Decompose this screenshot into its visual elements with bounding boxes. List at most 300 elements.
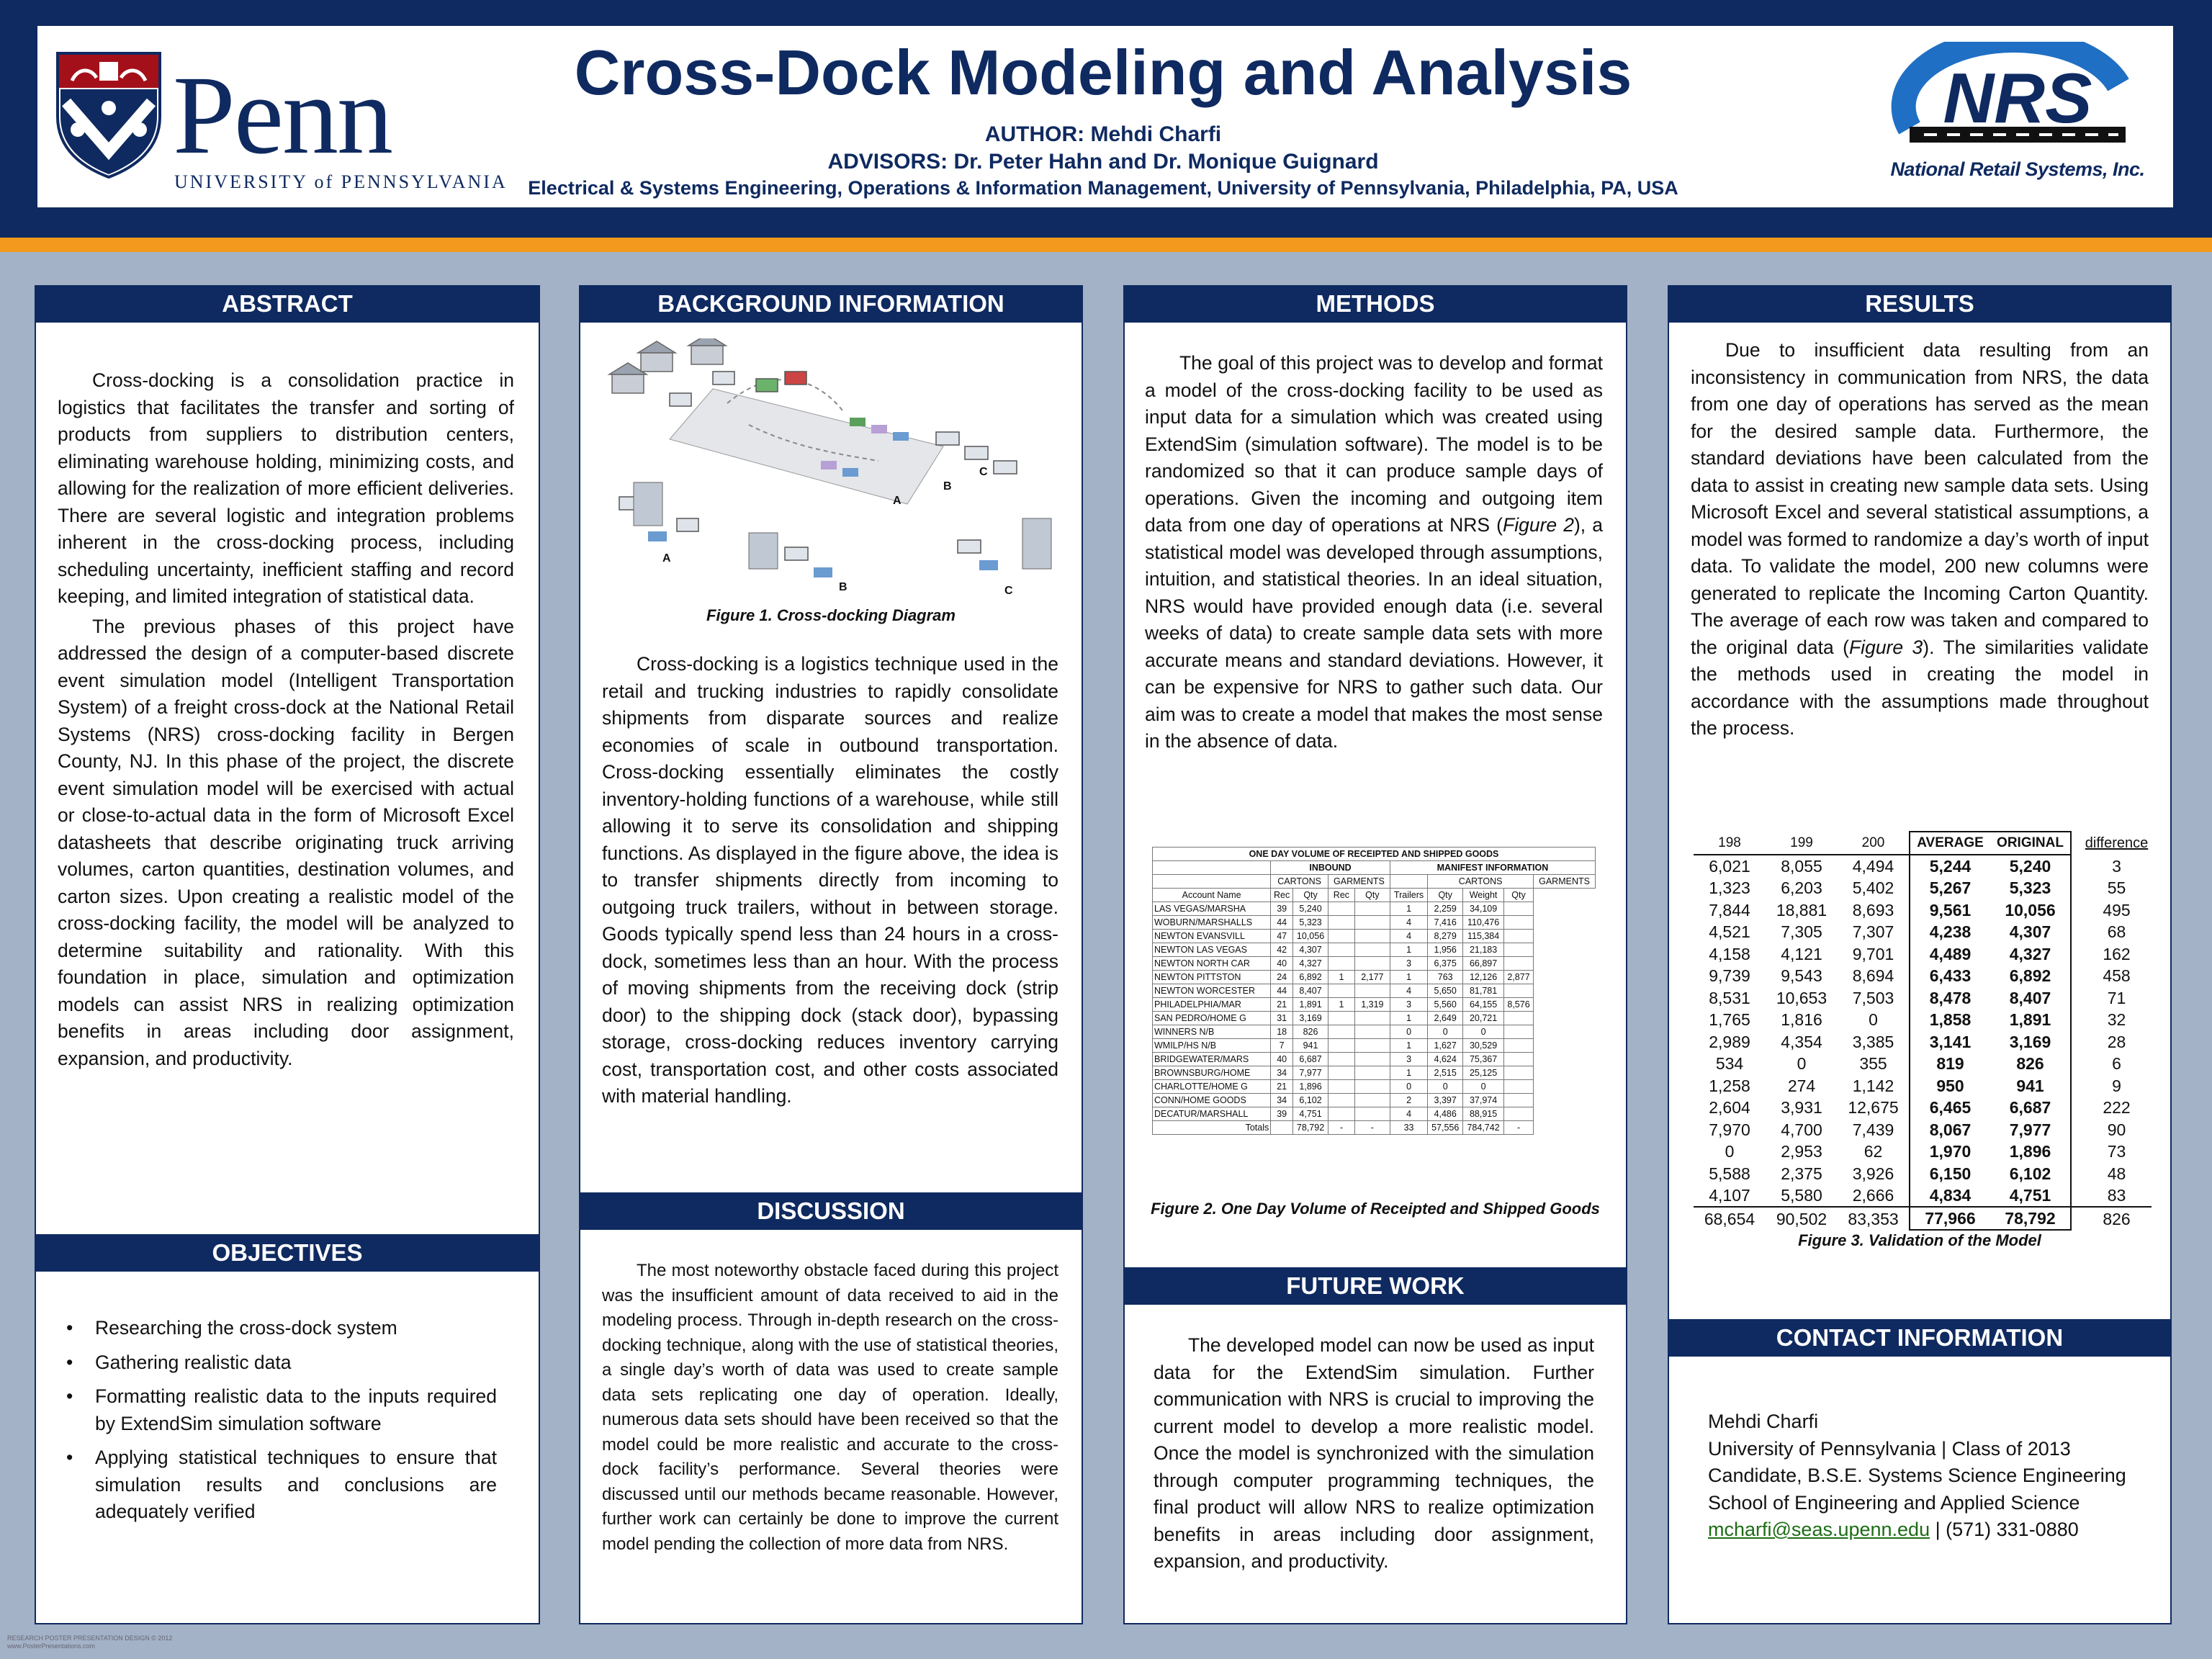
figure3-cell: 6,203	[1781, 878, 1822, 898]
objectives-heading: OBJECTIVES	[35, 1234, 540, 1272]
figure3-cell: 826	[1990, 1053, 2071, 1075]
figure2-cell: 31	[1271, 1012, 1293, 1025]
figure2-cell	[1354, 1053, 1390, 1066]
figure2-cell: 5,240	[1293, 902, 1328, 916]
figure2-col-account: Account Name	[1153, 889, 1271, 902]
objective-item: • Formatting realistic data to the inputs required by ExtendSim simulation software	[58, 1383, 497, 1437]
figure2-cell: 3	[1390, 998, 1427, 1012]
cross-docking-diagram	[605, 338, 1066, 605]
figure2-cell: 4,624	[1428, 1053, 1463, 1066]
figure2-cell	[1328, 902, 1355, 916]
figure2-cell	[1503, 1039, 1533, 1053]
figure3-cell: 83	[2107, 1186, 2126, 1205]
figure3-cell: 4,489	[1910, 943, 1990, 966]
figure2-cell: 1,319	[1354, 998, 1390, 1012]
figure3-row	[1694, 921, 2152, 943]
figure2-cell	[1354, 1025, 1390, 1039]
methods-paragraph	[1145, 350, 1603, 755]
figure3-cell: 6	[2112, 1054, 2121, 1074]
figure3-cell: 8,693	[1852, 900, 1894, 920]
figure2-row	[1153, 1039, 1596, 1053]
figure2-cell	[1503, 1066, 1533, 1080]
figure3-cell: 55	[2107, 878, 2126, 898]
discussion-text	[602, 1259, 1058, 1557]
header-accent-stripe	[0, 238, 2212, 252]
figure3-cell: 5,580	[1781, 1186, 1822, 1205]
figure2-cell: 20,721	[1463, 1012, 1504, 1025]
figure2-cell	[1328, 1025, 1355, 1039]
figure3-cell: 4,307	[1990, 921, 2071, 943]
contact-degree: Candidate, B.S.E. Systems Science Engineering	[1708, 1465, 2126, 1486]
figure2-cell	[1354, 984, 1390, 998]
figure3-cell: 5,402	[1852, 878, 1894, 898]
figure3-cell: 2,375	[1781, 1164, 1822, 1183]
figure2-cell: 10,056	[1293, 930, 1328, 943]
figure2-cell: SAN PEDRO/HOME G	[1153, 1012, 1271, 1025]
figure3-header-cell: 198	[1694, 832, 1766, 855]
figure2-row	[1153, 930, 1596, 943]
contact-email-link[interactable]: mcharfi@seas.upenn.edu	[1708, 1519, 1930, 1540]
figure2-cell	[1354, 902, 1390, 916]
figure3-table-body	[1694, 832, 2152, 1230]
figure2-blank-cell	[1390, 875, 1427, 889]
figure2-cell: 24	[1271, 971, 1293, 984]
methods-text-part-2: ), a statistical model was developed through assumptions, intuition, and statistical theories. In an ideal situation, NRS would have provided enough data (i.e. several weeks of data) to create sample data sets with more accurate means and standard deviations. However, it can be expensive for NRS to gather such data. Our aim was to create a model that makes the most sense in the absence of data.	[1145, 514, 1603, 752]
figure3-row	[1694, 1009, 2152, 1031]
figure2-sub-cartons: CARTONS	[1271, 875, 1328, 889]
figure2-cell: 1,627	[1428, 1039, 1463, 1053]
figure3-cell: 1,970	[1910, 1141, 1990, 1163]
figure2-cell: 941	[1293, 1039, 1328, 1053]
figure3-cell: 3,141	[1910, 1031, 1990, 1053]
background-text	[602, 651, 1058, 1110]
figure2-cell: 2,177	[1354, 971, 1390, 984]
figure3-cell: 4,751	[1990, 1184, 2071, 1207]
figure2-cell: 25,125	[1463, 1066, 1504, 1080]
figure2-row	[1153, 902, 1596, 916]
figure3-cell: 8,407	[1990, 987, 2071, 1010]
figure3-cell: 3,931	[1781, 1098, 1822, 1118]
figure2-cell: 3,397	[1428, 1094, 1463, 1107]
figure2-row	[1153, 1053, 1596, 1066]
figure2-row	[1153, 943, 1596, 957]
figure3-cell: 68	[2107, 922, 2126, 942]
future-work-text	[1154, 1332, 1594, 1575]
nrs-logo-letters: NRS	[1943, 58, 2092, 138]
nrs-caption: National Retail Systems, Inc.	[1890, 158, 2145, 180]
results-figure-ref: Figure 3	[1849, 636, 1923, 658]
figure2-total-cell: 33	[1390, 1121, 1427, 1135]
figure3-row	[1694, 1053, 2152, 1075]
figure3-cell: 8,694	[1852, 966, 1894, 986]
figure2-col-trailers: Trailers	[1390, 889, 1427, 902]
diagram-label: A	[662, 552, 671, 565]
figure2-cell	[1354, 943, 1390, 957]
figure2-cell: PHILADELPHIA/MAR	[1153, 998, 1271, 1012]
figure2-cell: BROWNSBURG/HOME	[1153, 1066, 1271, 1080]
figure3-cell: 4,238	[1910, 921, 1990, 943]
results-paragraph	[1691, 337, 2149, 742]
figure3-row	[1694, 1163, 2152, 1185]
figure2-cell	[1503, 957, 1533, 971]
figure2-cell	[1503, 902, 1533, 916]
figure3-cell: 950	[1910, 1075, 1990, 1097]
figure2-row	[1153, 1107, 1596, 1121]
figure2-cell: 44	[1271, 916, 1293, 930]
diagram-label: B	[943, 480, 952, 493]
author-line: AUTHOR: Mehdi Charfi	[984, 122, 1222, 146]
results-heading: RESULTS	[1668, 285, 2172, 323]
figure2-caption: Figure 2. One Day Volume of Receipted and Shipped Goods	[1151, 1200, 1600, 1218]
figure2-cell: 3,169	[1293, 1012, 1328, 1025]
figure2-row	[1153, 971, 1596, 984]
figure3-cell: 68,654	[1694, 1207, 1766, 1230]
figure3-cell: 4,494	[1852, 857, 1894, 876]
figure3-cell: 826	[2071, 1207, 2152, 1230]
figure3-cell: 9,561	[1910, 899, 1990, 922]
figure2-total-cell: 78,792	[1293, 1121, 1328, 1135]
figure2-cell	[1354, 1012, 1390, 1025]
figure2-cell: 1,956	[1428, 943, 1463, 957]
figure2-cell: NEWTON NORTH CAR	[1153, 957, 1271, 971]
figure2-cell: 39	[1271, 902, 1293, 916]
figure2-cell: 40	[1271, 957, 1293, 971]
abstract-paragraph-1: Cross-docking is a consolidation practice in logistics that facilitates the transfer and sorting of products from suppliers to distribution centers, eliminating warehouse holding, minimizing costs, and allowing for the realization of more efficient deliveries. There are several logistic and integration problems inherent in the cross-docking process, including scheduling uncertainty, inefficient staffing and record keeping, and limited integration of statistical data.	[58, 369, 514, 607]
figure2-cell: 75,367	[1463, 1053, 1504, 1066]
figure3-cell: 3,385	[1852, 1032, 1894, 1051]
figure3-cell: 162	[2103, 944, 2131, 963]
figure2-cell: 8,407	[1293, 984, 1328, 998]
figure3-cell: 90	[2107, 1120, 2126, 1139]
figure3-cell: 0	[1797, 1054, 1807, 1074]
figure2-cell: WINNERS N/B	[1153, 1025, 1271, 1039]
figure2-row	[1153, 916, 1596, 930]
figure2-total-cell: 784,742	[1463, 1121, 1504, 1135]
figure3-cell: 274	[1787, 1076, 1816, 1095]
figure3-cell: 12,675	[1848, 1098, 1899, 1118]
figure2-cell: 1	[1390, 902, 1427, 916]
figure2-col-weight: Weight	[1463, 889, 1504, 902]
figure2-cell: 12,126	[1463, 971, 1504, 984]
figure2-cell: 1	[1390, 971, 1427, 984]
figure3-cell: 6,892	[1990, 965, 2071, 987]
figure2-cell: 1	[1390, 943, 1427, 957]
figure3-cell: 2,666	[1852, 1186, 1894, 1205]
figure2-cell	[1503, 1080, 1533, 1094]
figure3-header-cell: AVERAGE	[1910, 832, 1990, 855]
figure3-cell: 7,307	[1852, 922, 1894, 942]
diagram-label: B	[839, 581, 848, 593]
figure2-cell: 7	[1271, 1039, 1293, 1053]
figure2-cell: 81,781	[1463, 984, 1504, 998]
figure2-cell: 66,897	[1463, 957, 1504, 971]
objective-item: • Gathering realistic data	[58, 1349, 497, 1377]
figure2-totals-row	[1153, 1121, 1596, 1135]
figure2-cell	[1503, 1025, 1533, 1039]
figure3-cell: 4,834	[1910, 1184, 1990, 1207]
figure2-cell: 42	[1271, 943, 1293, 957]
figure2-total-cell: -	[1354, 1121, 1390, 1135]
figure2-cell: NEWTON PITTSTON	[1153, 971, 1271, 984]
figure2-row	[1153, 1080, 1596, 1094]
figure2-cell	[1328, 1107, 1355, 1121]
figure2-row	[1153, 957, 1596, 971]
figure2-cell: 2,877	[1503, 971, 1533, 984]
figure3-cell: 5,240	[1990, 855, 2071, 877]
figure2-cell: LAS VEGAS/MARSHA	[1153, 902, 1271, 916]
figure3-cell: 495	[2103, 900, 2131, 920]
figure2-cell: 2,259	[1428, 902, 1463, 916]
figure2-title: ONE DAY VOLUME OF RECEIPTED AND SHIPPED GOODS	[1153, 848, 1596, 861]
figure2-sub-garments: GARMENTS	[1534, 875, 1596, 889]
figure2-col-qty: Qty	[1354, 889, 1390, 902]
abstract-text	[58, 367, 514, 1072]
figure3-cell: 4,521	[1709, 922, 1750, 942]
figure2-cell: 0	[1463, 1080, 1504, 1094]
figure2-colhead-row	[1153, 889, 1596, 902]
figure2-cell	[1503, 1053, 1533, 1066]
figure2-cell	[1328, 1066, 1355, 1080]
figure3-cell: 48	[2107, 1164, 2126, 1183]
figure2-blank-cell	[1153, 875, 1271, 889]
figure3-cell: 3,926	[1852, 1164, 1894, 1183]
figure2-cell: 1,891	[1293, 998, 1328, 1012]
figure2-cell: 4,327	[1293, 957, 1328, 971]
figure3-cell: 62	[1863, 1142, 1883, 1161]
advisors-line: ADVISORS: Dr. Peter Hahn and Dr. Monique Guignard	[827, 150, 1379, 174]
figure2-cell: 6,892	[1293, 971, 1328, 984]
figure2-cell: CHARLOTTE/HOME G	[1153, 1080, 1271, 1094]
figure3-cell: 0	[1869, 1010, 1878, 1030]
figure3-cell: 458	[2103, 966, 2131, 986]
figure2-cell: 3	[1390, 1053, 1427, 1066]
figure3-cell: 534	[1715, 1054, 1744, 1074]
penn-shield-icon	[56, 52, 161, 179]
figure3-cell: 6,465	[1910, 1097, 1990, 1119]
figure3-cell: 2,989	[1709, 1032, 1750, 1051]
figure3-cell: 5,323	[1990, 877, 2071, 899]
figure3-cell: 4,158	[1709, 944, 1750, 963]
figure3-cell: 9	[2112, 1076, 2121, 1095]
figure2-cell: 1,896	[1293, 1080, 1328, 1094]
figure3-cell: 4,121	[1781, 944, 1822, 963]
figure2-total-cell: Totals	[1153, 1121, 1271, 1135]
figure2-total-cell: -	[1328, 1121, 1355, 1135]
figure2-cell: 4,307	[1293, 943, 1328, 957]
figure3-cell: 4,700	[1781, 1120, 1822, 1139]
figure2-cell	[1503, 1094, 1533, 1107]
future-work-paragraph: The developed model can now be used as input data for the ExtendSim simulation. Further communication with NRS is crucial to improving the current model to develop a more realistic model. Once the model is synchronized with the simulation through computer programming techniques, the final product will allow NRS to realize optimization benefits in areas including door assignment, expansion, and productivity.	[1154, 1334, 1594, 1572]
figure2-cell	[1328, 1012, 1355, 1025]
figure2-cell	[1354, 930, 1390, 943]
figure2-cell	[1503, 916, 1533, 930]
figure3-cell: 941	[1990, 1075, 2071, 1097]
figure3-cell: 7,305	[1781, 922, 1822, 942]
header-panel	[37, 26, 2173, 207]
figure2-cell: 21	[1271, 1080, 1293, 1094]
figure3-cell: 3,169	[1990, 1031, 2071, 1053]
figure3-cell: 7,977	[1990, 1119, 2071, 1141]
figure2-cell: NEWTON LAS VEGAS	[1153, 943, 1271, 957]
footer-credit	[7, 1635, 172, 1650]
figure2-cell: 4	[1390, 984, 1427, 998]
methods-text-part-1: The goal of this project was to develop and format a model of the cross-docking facility to be used as input data for a simulation which was created using ExtendSim (simulation software). The model is to be randomized so that it can produce sample days of operations. Given the incoming and outgoing item data from one day of operations at NRS (	[1145, 352, 1603, 536]
figure2-cell	[1354, 1080, 1390, 1094]
figure2-cell: 7,977	[1293, 1066, 1328, 1080]
figure2-cell: 0	[1428, 1025, 1463, 1039]
figure3-cell: 222	[2103, 1098, 2131, 1118]
figure2-cell: 40	[1271, 1053, 1293, 1066]
figure2-cell	[1328, 930, 1355, 943]
figure2-col-rec: Rec	[1328, 889, 1355, 902]
figure2-cell	[1503, 1107, 1533, 1121]
figure2-cell: CONN/HOME GOODS	[1153, 1094, 1271, 1107]
figure2-cell: 2,649	[1428, 1012, 1463, 1025]
figure3-totals-row	[1694, 1207, 2152, 1230]
figure3-header-row	[1694, 832, 2152, 855]
diagram-label: C	[979, 466, 988, 478]
figure2-cell	[1503, 943, 1533, 957]
figure2-cell	[1328, 1080, 1355, 1094]
figure3-cell: 6,433	[1910, 965, 1990, 987]
figure3-cell: 83,353	[1838, 1207, 1910, 1230]
figure2-cell: 5,650	[1428, 984, 1463, 998]
figure3-cell: 0	[1725, 1142, 1735, 1161]
figure3-row	[1694, 1119, 2152, 1141]
figure3-cell: 1,142	[1852, 1076, 1894, 1095]
figure2-cell	[1328, 1039, 1355, 1053]
figure3-cell: 7,503	[1852, 988, 1894, 1007]
figure2-cell	[1328, 1094, 1355, 1107]
figure3-cell: 9,739	[1709, 966, 1750, 986]
figure2-cell: WOBURN/MARSHALLS	[1153, 916, 1271, 930]
figure2-row	[1153, 998, 1596, 1012]
figure2-cell: 763	[1428, 971, 1463, 984]
figure2-cell: 1	[1390, 1066, 1427, 1080]
figure3-cell: 1,323	[1709, 878, 1750, 898]
abstract-heading: ABSTRACT	[35, 285, 540, 323]
figure3-cell: 90,502	[1766, 1207, 1838, 1230]
figure3-cell: 71	[2107, 988, 2126, 1007]
figure2-col-qty: Qty	[1428, 889, 1463, 902]
figure2-cell: 4	[1390, 930, 1427, 943]
figure2-table	[1152, 847, 1596, 1135]
figure3-cell: 5,244	[1910, 855, 1990, 877]
background-paragraph: Cross-docking is a logistics technique used in the retail and trucking industries to rapidly consolidate shipments from disparate sources and realize economies of scale in outbound transportation. Cross-docking essentially eliminates the costly inventory-holding functions of a warehouse, while still allowing it to serve its consolidation and shipping functions. As displayed in the figure above, the idea is to transfer shipments directly from incoming to outgoing truck trailers, without in between storage. Goods typically spend less than 24 hours in a cross-dock, sometimes less than an hour. With the process of moving shipments from the receiving dock (strip door) to the shipping dock (stack door), bypassing storage, cross-docking reduces inventory carrying cost, transportation cost, and other costs associated with material handling.	[602, 653, 1058, 1107]
figure2-cell: NEWTON EVANSVILL	[1153, 930, 1271, 943]
figure2-row	[1153, 1094, 1596, 1107]
objective-item: • Researching the cross-dock system	[58, 1315, 497, 1342]
contact-phone: | (571) 331-0880	[1930, 1519, 2079, 1540]
figure2-table-body	[1153, 848, 1596, 1135]
figure2-cell	[1354, 957, 1390, 971]
figure1-caption: Figure 1. Cross-docking Diagram	[706, 606, 956, 624]
contact-name: Mehdi Charfi	[1708, 1411, 1819, 1432]
figure3-cell: 8,478	[1910, 987, 1990, 1010]
figure3-cell: 32	[2107, 1010, 2126, 1030]
figure2-cell: DECATUR/MARSHALL	[1153, 1107, 1271, 1121]
figure3-row	[1694, 965, 2152, 987]
results-text-part-1: Due to insufficient data resulting from an inconsistency in communication from NRS, the data from one day of operations has served as the mean for the desired sample data. Furthermore, the standard deviations have been calculated from the data to assist in creating new sample data sets. Using Microsoft Excel and several statistical assumptions, a model was formed to randomize a day’s worth of input data. To validate the model, 200 new columns were generated to replicate the Incoming Carton Quantity. The average of each row was taken and compared to the original data (	[1691, 339, 2149, 658]
warehouse-icon	[609, 338, 726, 393]
figure2-title-row	[1153, 848, 1596, 861]
footer-line: RESEARCH POSTER PRESENTATION DESIGN © 2012	[7, 1635, 173, 1642]
figure2-total-cell: 57,556	[1428, 1121, 1463, 1135]
figure3-cell: 6,102	[1990, 1163, 2071, 1185]
figure3-header-cell: 199	[1766, 832, 1838, 855]
figure2-cell: 6,102	[1293, 1094, 1328, 1107]
figure3-cell: 4,327	[1990, 943, 2071, 966]
figure3-cell: 7,844	[1709, 900, 1750, 920]
figure3-cell: 5,267	[1910, 877, 1990, 899]
figure3-cell: 73	[2107, 1142, 2126, 1161]
figure3-row	[1694, 1031, 2152, 1053]
figure2-cell	[1354, 1107, 1390, 1121]
diagram-label: A	[893, 495, 902, 507]
affiliation-line: Electrical & Systems Engineering, Operations & Information Management, University of Pennsylvania, Philadelphia, PA, USA	[528, 177, 1678, 199]
figure2-cell: 6,687	[1293, 1053, 1328, 1066]
figure2-cell: 21	[1271, 998, 1293, 1012]
discussion-heading: DISCUSSION	[579, 1192, 1083, 1230]
figure3-cell: 9,543	[1781, 966, 1822, 986]
figure3-cell: 5,588	[1709, 1164, 1750, 1183]
figure2-cell: 8,576	[1503, 998, 1533, 1012]
figure2-row	[1153, 1066, 1596, 1080]
figure3-cell: 4,354	[1781, 1032, 1822, 1051]
figure2-cell: 34	[1271, 1094, 1293, 1107]
abstract-paragraph-2: The previous phases of this project have addressed the design of a computer-based discrete event simulation model (Intelligent Transportation System) of a freight cross-dock at the National Retail Systems (NRS) cross-docking facility in Bergen County, NJ. In this phase of the project, the discrete event simulation model will be exercised with actual or close-to-actual data in the form of Microsoft Excel datasheets that describe originating truck arriving volumes, carton quantities, destination volumes, and carton sizes. Upon creating a realistic model of the cross-docking facility, the model will be analyzed to determine suitability and rationality. With this foundation in place, simulation and optimization models can assist NRS in realizing optimization benefits in areas including door assignment, expansion, and productivity.	[58, 615, 514, 1069]
figure3-cell: 6,687	[1990, 1097, 2071, 1119]
figure2-col-qty: Qty	[1503, 889, 1533, 902]
figure2-total-cell: -	[1503, 1121, 1533, 1135]
figure2-total-cell	[1271, 1121, 1293, 1135]
figure3-header-cell: difference	[2085, 835, 2149, 851]
figure3-cell: 1,765	[1709, 1010, 1750, 1030]
figure3-cell: 77,966	[1910, 1207, 1990, 1230]
figure2-cell: 44	[1271, 984, 1293, 998]
figure3-cell: 78,792	[1990, 1207, 2071, 1230]
figure3-cell: 10,653	[1776, 988, 1827, 1007]
figure3-cell: 7,439	[1852, 1120, 1894, 1139]
figure3-cell: 2,953	[1781, 1142, 1822, 1161]
contact-block	[1708, 1408, 2169, 1544]
figure2-cell: 88,915	[1463, 1107, 1504, 1121]
background-heading: BACKGROUND INFORMATION	[579, 285, 1083, 323]
penn-logo	[56, 52, 508, 196]
figure3-cell: 1,258	[1709, 1076, 1750, 1095]
methods-figure-ref: Figure 2	[1503, 514, 1574, 536]
figure2-cell: 5,560	[1428, 998, 1463, 1012]
figure2-cell: 5,323	[1293, 916, 1328, 930]
figure2-cell: 37,974	[1463, 1094, 1504, 1107]
figure2-cell: 34	[1271, 1066, 1293, 1080]
figure2-subgroup-row	[1153, 875, 1596, 889]
figure2-cell: 826	[1293, 1025, 1328, 1039]
figure3-header-cell: ORIGINAL	[1990, 832, 2071, 855]
figure3-cell: 8,531	[1709, 988, 1750, 1007]
figure3-row	[1694, 1141, 2152, 1163]
figure2-row	[1153, 1025, 1596, 1039]
figure2-cell: 0	[1390, 1025, 1427, 1039]
figure2-cell	[1328, 1053, 1355, 1066]
figure2-cell: 34,109	[1463, 902, 1504, 916]
figure2-group-inbound: INBOUND	[1271, 861, 1390, 875]
contact-university: University of Pennsylvania | Class of 2013	[1708, 1437, 2071, 1460]
discussion-paragraph: The most noteworthy obstacle faced during this project was the insufficient amount of data received to aid in the modeling process. Through in-depth research on the cross-docking technique, along with the use of statistical theories, a single day’s worth of data was used to create sample data sets replicating one day of operation. Ideally, numerous data sets should have been received so that the model could be more realistic and accurate to the cross-dock facility’s performance. Several theories were discussed until our methods became reasonable. However, further work can certainly be done to improve the current model pending the collection of more data from NRS.	[602, 1261, 1058, 1554]
figure2-cell	[1503, 930, 1533, 943]
figure2-cell	[1503, 984, 1533, 998]
dock-floor	[670, 389, 943, 504]
